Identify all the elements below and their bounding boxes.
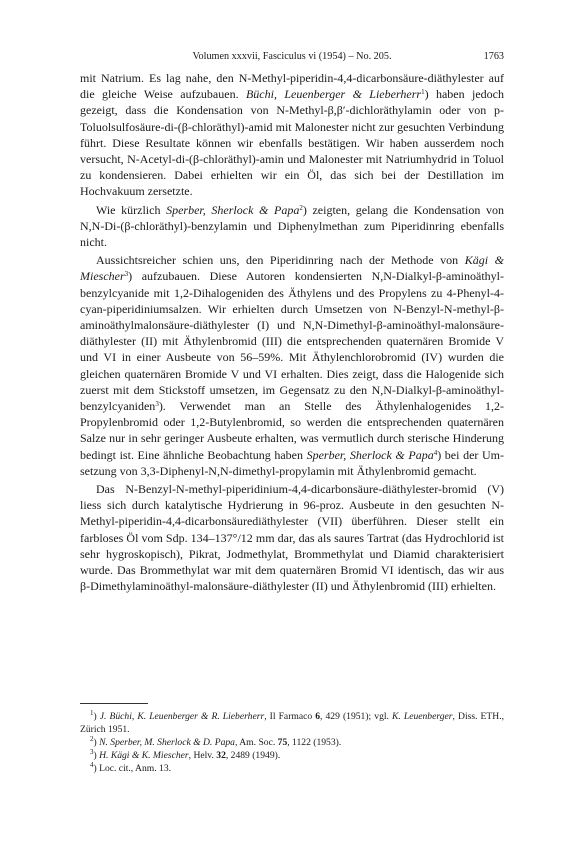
footnote-marker: 2 [299,203,303,212]
text-run: ). Verwendet man an Stelle des Äthylenhalogenides 1,2-Propylenbromid oder 1,2-Butylenbromid, so werden die entsprechenden quaternären Salze nur in sehr geringer Ausbeute erhalten, was vermutlich durch sterische Hinderung bedingt ist. Eine ähnliche Beobachtung haben [80,399,504,462]
author-names: H. Kägi & K. Miescher [99,750,189,761]
footnote-marker: 1 [90,709,94,717]
footnote-divider [80,703,148,704]
footnote-marker: 3 [90,748,94,756]
text-run: ) Loc. cit., Anm. 13. [93,763,172,774]
page-number: 1763 [483,51,504,62]
text-run: , 1122 (1953). [287,737,342,748]
footnote-marker: 2 [90,735,94,743]
author-names: N. Sperber, M. Sherlock & D. Papa [99,737,235,748]
text-run: mit Natrium. Es lag nahe, den N-Methyl-piperidin-4,4-dicarbonsäure-diäthylester auf die gleiche Weise aufzubauen. [80,71,504,102]
text-run: Das N-Benzyl-N-methyl-piperidinium-4,4-dicarbonsäure-diäthylester-bromid (V) liess sich durch katalytische Hydrierung in 96-proz. Ausbeute in den gesuchten N-Methyl-piperidin-4,4-dicarbonsäurediäthylester (VII) überführen. Dieser stellt ein farbloses Öl vom Sdp. 134–137°/12 mm dar, das als saures Tartrat (das Hydrochlorid ist sehr hygroskopisch), Pikrat, Jodmethylat, Brommethylat und Diamid charakterisiert wurde. Das Brommethylat war mit dem quaternären Bromid VI identisch, das wir aus β-Dimethylaminoäthyl-malonsäure-diäthylester (II) und Äthylenbromid (III) erhielten. [80,482,504,594]
text-run: ) aufzubauen. Diese Autoren kondensierten N,N-Dialkyl-β-aminoäthyl-benzylcyanide mit 1,2-Dihalogeniden des Äthylens und des Propylens zu 4-Phenyl-4-cyan-piperidiniumsalzen. Wir erhielten durch Umsetzen von N-Benzyl-N-methyl-β-aminoäthylmalonsäure-diäthylester (I) und N,N-Dimethyl-β-aminoäthyl-malonsäure-diäthylester (II) mit Äthylenbromid (III) die entsprechenden quaternären Bromide V und VI in einer Ausbeute von 56–59%. Mit Äthylenchlorobromid (IV) wurden die gleichen quaternären Bromide V und VI erhalten. Dies zeigt, dass die Halogenide sich zuerst mit dem Stickstoff umsetzen, im Gegensatz zu den N,N-Dialkyl-β-aminoäthyl-benzylcyaniden [80,269,504,414]
author-names: K. Leuenberger [392,711,453,722]
text-run: ) bei der Umsetzung von 3,3-Diphenyl-N,N-dimethyl-propylamin mit Äthylenbromid gemacht. [80,447,504,478]
paragraph [80,481,504,594]
text-run: , Helv. [188,750,217,761]
text-run: ) [93,750,100,761]
author-names: Sperber, Sherlock & Papa [166,202,300,217]
author-names: Büchi, Leuenberger & Lieberherr [245,87,422,102]
footnote-marker: 3 [155,400,159,409]
author-names: Sperber, Sherlock & Papa [306,447,434,462]
footnote-marker: 4 [433,448,438,457]
text-run: ) zeigten, gelang die Kondensation von N,N-Di-(β-chloräthyl)-benzylamin und Diphenylmethan zum Piperidinring ebenfalls nicht. [80,202,504,250]
footnote [80,710,504,736]
footnote [80,762,504,775]
author-names: J. Büchi, K. Leuenberger & R. Lieberherr [99,711,265,722]
journal-volume-line: Volumen xxxvii, Fasciculus vi (1954) – No. 205. [192,51,392,62]
footnote [80,749,504,762]
footnote-marker: 4 [90,761,94,769]
paragraph [80,202,504,251]
text-run: ) [93,711,100,722]
text-run: ) [93,737,100,748]
volume-number: 32 [216,750,226,761]
author-names: Kägi & Miescher [80,253,504,284]
text-run: ) haben jedoch gezeigt, dass die Kondensation von N-Methyl-β,β′-dichloräthylamin oder von p-Toluolsulfosäure-di-(β-chloräthyl)-amid mit Malonester nicht zur gesuchten Verbindung führt. Diese Resultate können wir ebenfalls bestätigen. Wir haben ausserdem noch versucht, N-Acetyl-di-(β-chloräthyl)-amin und Malonester mit Natriumhydrid in Toluol zu kondensieren. Dabei erhielten wir ein Öl, das sich bei der Destillation im Hochvakuum zersetzte. [80,87,504,199]
text-run: Aussichtsreicher schien uns, den Piperidinring nach der Methode von [96,253,465,268]
text-run: , 429 (1951); vgl. [320,711,392,722]
footnote [80,736,504,749]
text-run: Wie kürzlich [96,202,167,217]
text-run: , Il Farmaco [264,711,316,722]
paragraph [80,70,504,200]
footnote-marker: 3 [124,270,129,279]
volume-number: 75 [277,737,288,748]
paragraph [80,252,504,479]
footnotes [80,710,504,775]
volume-number: 6 [315,711,321,722]
running-header [80,50,504,64]
text-run: , Am. Soc. [234,737,278,748]
body-text [80,70,504,595]
text-run: , Diss. ETH., Zürich 1951. [80,711,504,735]
footnote-marker: 1 [421,88,425,97]
text-run: , 2489 (1949). [225,750,281,761]
